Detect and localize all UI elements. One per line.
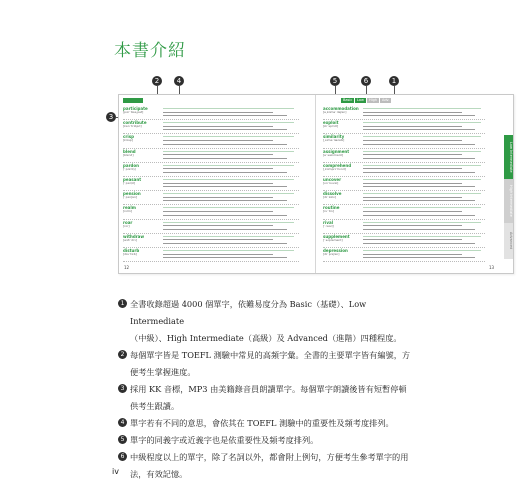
text-line: [363, 183, 462, 184]
level-tag-advanced: Adv.: [382, 98, 390, 102]
feature-text: 供考生跟讀。: [130, 401, 180, 411]
dictionary-entry: [319, 135, 501, 144]
dictionary-entry: [119, 192, 309, 201]
text-line: [163, 129, 287, 130]
text-line: [363, 215, 475, 216]
text-line: [163, 126, 273, 127]
headword-column: [323, 206, 357, 213]
text-line: [363, 172, 475, 173]
text-line: [363, 151, 481, 152]
text-line: [363, 158, 475, 159]
text-line: [163, 168, 273, 169]
dictionary-entry: [319, 121, 501, 130]
feature-list: [118, 296, 418, 483]
pronunciation: [ˋraɪvḷ]: [323, 223, 334, 228]
text-line: [163, 186, 287, 187]
callout-marker-2: 2: [152, 76, 162, 86]
text-line: [363, 236, 481, 237]
feature-number: 6: [118, 452, 127, 461]
headword: comprehend: [323, 162, 352, 168]
right-page-number: 13: [489, 265, 495, 270]
text-line: [163, 229, 287, 230]
side-tab-high-intermediate: High Intermediate: [504, 179, 513, 223]
text-line: [363, 200, 475, 201]
left-page-entries: [119, 105, 309, 263]
headword-column: [323, 121, 357, 128]
headword-column: [323, 107, 357, 114]
text-line: [363, 136, 481, 137]
headword-column: [123, 121, 157, 128]
feature-number: 4: [118, 418, 127, 427]
feature-text: 全書收錄超過 4000 個單字，依難易度分為 Basic（基礎）、Low Intermediate: [130, 299, 367, 326]
entry-separator: [323, 219, 485, 220]
headword: pardon: [123, 162, 139, 168]
pronunciation: [ˋpɛnʃən]: [123, 195, 138, 200]
text-line: [363, 222, 481, 223]
pronunciation: [ruˋtin]: [323, 209, 334, 214]
text-line: [163, 179, 294, 180]
text-line: [363, 211, 462, 212]
text-line: [163, 193, 294, 194]
headword-column: [323, 135, 357, 142]
headword: routine: [323, 205, 340, 211]
headword-column: [323, 192, 357, 199]
headword-column: [123, 235, 157, 242]
text-line: [163, 136, 294, 137]
page-folio: iv: [112, 467, 119, 476]
pronunciation: [ˋpɛzṇt]: [123, 181, 136, 185]
text-line: [163, 115, 287, 116]
right-page-entries: [319, 105, 501, 263]
entry-separator: [123, 148, 299, 149]
left-page-number: 12: [124, 265, 130, 270]
headword: withdraw: [123, 233, 145, 239]
text-line: [363, 193, 481, 194]
text-line: [363, 108, 481, 109]
headword-column: [123, 206, 157, 213]
text-line: [163, 222, 294, 223]
feature-item-3: [118, 381, 418, 398]
text-line: [163, 154, 273, 155]
headword-column: [323, 178, 357, 185]
dictionary-entry: [319, 206, 501, 215]
left-page-header-bar: [123, 98, 143, 103]
entry-separator: [123, 190, 299, 191]
headword: crisp: [123, 134, 134, 140]
text-line: [363, 229, 475, 230]
entry-separator: [323, 133, 485, 134]
feature-text: 便考生掌握進度。: [130, 367, 196, 377]
text-line: [163, 207, 294, 208]
feature-item-3-cont: [118, 398, 418, 415]
text-line: [363, 122, 481, 123]
dictionary-entry: [119, 249, 309, 258]
headword-column: [123, 107, 157, 114]
text-line: [163, 211, 273, 212]
text-line: [363, 165, 481, 166]
text-line: [363, 225, 462, 226]
text-line: [363, 207, 481, 208]
side-level-tabs: [504, 95, 513, 273]
text-line: [163, 122, 294, 123]
text-line: [163, 197, 273, 198]
feature-item-6: [118, 449, 418, 466]
feature-item-1: [118, 296, 418, 330]
feature-text: 法，有效記憶。: [130, 469, 188, 479]
text-line: [363, 112, 462, 113]
headword: dissolve: [323, 191, 342, 197]
text-line: [163, 254, 273, 255]
headword: disturb: [123, 248, 140, 253]
text-line: [163, 257, 287, 258]
text-line: [363, 186, 475, 187]
text-line: [163, 200, 287, 201]
text-line: [163, 239, 273, 240]
dictionary-entry: [119, 121, 309, 130]
pronunciation: [pɑrˋtɪsə͵pet]: [123, 110, 144, 114]
entry-separator: [323, 261, 485, 262]
dictionary-entry: [119, 235, 309, 244]
level-tag-high: High: [369, 98, 378, 102]
headword: peasant: [123, 177, 142, 182]
dictionary-entry: [319, 192, 501, 201]
feature-item-2-cont: [118, 364, 418, 381]
pronunciation: [ʌnˋkʌvɚ]: [323, 181, 339, 185]
headword: rival: [323, 219, 334, 225]
entry-separator: [323, 204, 485, 205]
headword-column: [323, 235, 357, 242]
text-line: [363, 257, 475, 258]
text-line: [363, 129, 475, 130]
entry-separator: [123, 133, 299, 134]
dictionary-entry: [319, 221, 501, 230]
page-title: 本書介紹: [114, 41, 186, 61]
pronunciation: [dɪˋzɑlv]: [323, 195, 336, 200]
dictionary-entry: [119, 107, 309, 116]
dictionary-entry: [119, 178, 309, 187]
text-line: [163, 165, 294, 166]
text-line: [363, 144, 475, 145]
headword-column: [123, 221, 157, 228]
pronunciation: [ˋpɑrdṇ]: [123, 166, 136, 171]
feature-item-1-cont: [118, 330, 418, 347]
headword: contribute: [123, 120, 147, 126]
headword: similarity: [323, 134, 345, 140]
headword: assignment: [323, 148, 350, 154]
headword-column: [123, 135, 157, 142]
text-line: [363, 140, 462, 141]
feature-text: 採用 KK 音標，MP3 由美籍錄音員朗讀單字。每個單字朗讀後皆有短暫停頓: [130, 384, 407, 394]
text-line: [363, 126, 462, 127]
entry-separator: [123, 219, 299, 220]
dictionary-entry: [319, 178, 501, 187]
headword: uncover: [323, 177, 342, 182]
pronunciation: [ɪkˋsplɔɪt]: [323, 124, 338, 129]
feature-text: 中級程度以上的單字，除了名詞以外，都會附上例句，方便考生參考單字的用: [130, 452, 409, 462]
text-line: [163, 158, 287, 159]
feature-text: 單字的同義字或近義字也是依重要性及頻考度排列。: [130, 435, 319, 445]
entry-separator: [123, 119, 299, 120]
headword-column: [123, 249, 157, 256]
level-tag-basic: Basic: [343, 98, 353, 102]
pronunciation: [krɪsp]: [123, 138, 133, 143]
entry-separator: [323, 190, 485, 191]
pronunciation: [kənˋtrɪbjut]: [123, 124, 142, 129]
dictionary-entry: [319, 164, 501, 173]
headword: supplement: [323, 233, 350, 239]
text-line: [363, 154, 462, 155]
text-line: [363, 168, 462, 169]
entry-separator: [123, 204, 299, 205]
text-line: [163, 151, 294, 152]
feature-item-2: [118, 347, 418, 364]
dictionary-entry: [119, 150, 309, 159]
feature-number: 2: [118, 350, 127, 359]
feature-item-4: [118, 415, 418, 432]
dictionary-entry: [119, 206, 309, 215]
pronunciation: [dɪˋprɛʃən]: [323, 252, 340, 256]
text-line: [163, 225, 273, 226]
entry-separator: [323, 176, 485, 177]
pronunciation: [wɪðˋdrɔ]: [123, 237, 138, 242]
headword: pension: [123, 191, 141, 197]
headword: realm: [123, 205, 136, 211]
entry-separator: [123, 261, 299, 262]
headword-column: [323, 150, 357, 157]
headword: exploit: [323, 120, 339, 126]
headword: roar: [123, 219, 133, 225]
text-line: [363, 115, 475, 116]
entry-separator: [123, 233, 299, 234]
entry-separator: [123, 176, 299, 177]
text-line: [163, 215, 287, 216]
level-tag-low: Low: [357, 98, 364, 102]
text-line: [363, 254, 462, 255]
callout-marker-5: 5: [330, 76, 340, 86]
dictionary-entry: [119, 164, 309, 173]
headword-column: [323, 164, 357, 171]
headword-column: [123, 192, 157, 199]
pronunciation: [͵sɪməˋlærətɪ]: [323, 138, 345, 143]
callout-marker-4: 4: [174, 76, 184, 86]
pronunciation: [ror]: [123, 223, 130, 228]
feature-text: （中級）、High Intermediate（高級）及 Advanced（進階）四種程度。: [130, 333, 402, 343]
side-tab-low-intermediate: Low Intermediate: [504, 135, 513, 179]
headword: blend: [123, 148, 136, 154]
feature-item-6-cont: [118, 466, 418, 483]
dictionary-entry: [119, 221, 309, 230]
pronunciation: [ə͵kɑməˋdeʃən]: [323, 110, 347, 114]
dictionary-entry: [319, 107, 501, 116]
entry-separator: [123, 247, 299, 248]
pronunciation: [əˋsaɪnmənt]: [323, 152, 343, 157]
text-line: [363, 243, 475, 244]
callout-marker-3: 3: [106, 112, 116, 122]
text-line: [363, 239, 462, 240]
pronunciation: [rɛlm]: [123, 209, 132, 214]
headword-column: [323, 221, 357, 228]
text-line: [163, 250, 294, 251]
text-line: [163, 112, 273, 113]
feature-item-5: [118, 432, 418, 449]
feature-text: 每個單字皆是 TOEFL 測驗中常見的高頻字彙。全書的主要單字皆有編號，方: [130, 350, 411, 360]
text-line: [163, 140, 273, 141]
dictionary-entry: [119, 135, 309, 144]
dictionary-entry: [319, 235, 501, 244]
pronunciation: [ˋsʌpləmənt]: [323, 237, 343, 242]
feature-number: 5: [118, 435, 127, 444]
feature-number: 3: [118, 384, 127, 393]
entry-separator: [323, 119, 485, 120]
text-line: [163, 236, 294, 237]
text-line: [363, 250, 481, 251]
dictionary-entry: [319, 150, 501, 159]
headword-column: [123, 164, 157, 171]
side-tab-advanced: Advanced: [504, 223, 513, 259]
callout-marker-6: 6: [361, 76, 371, 86]
headword-column: [123, 150, 157, 157]
pronunciation: [blɛnd]: [123, 152, 134, 157]
headword: accommodation: [323, 106, 359, 111]
sample-page-spread: [118, 94, 514, 274]
text-line: [163, 108, 294, 109]
entry-separator: [123, 162, 299, 163]
text-line: [363, 179, 481, 180]
pronunciation: [dɪsˋtɝb]: [123, 252, 137, 256]
headword: depression: [323, 248, 348, 253]
text-line: [363, 197, 462, 198]
headword: participate: [123, 106, 148, 111]
headword-column: [323, 249, 357, 256]
callout-marker-1: 1: [389, 76, 399, 86]
text-line: [163, 144, 287, 145]
text-line: [163, 183, 273, 184]
text-line: [163, 172, 287, 173]
headword-column: [123, 178, 157, 185]
feature-text: 單字若有不同的意思，會依其在 TOEFL 測驗中的重要性及頻考度排列。: [130, 418, 394, 428]
dictionary-entry: [319, 249, 501, 258]
spread-spine: [315, 95, 316, 273]
feature-number: 1: [118, 299, 127, 308]
text-line: [163, 243, 287, 244]
pronunciation: [͵kɑmprɪˋhɛnd]: [323, 166, 346, 171]
